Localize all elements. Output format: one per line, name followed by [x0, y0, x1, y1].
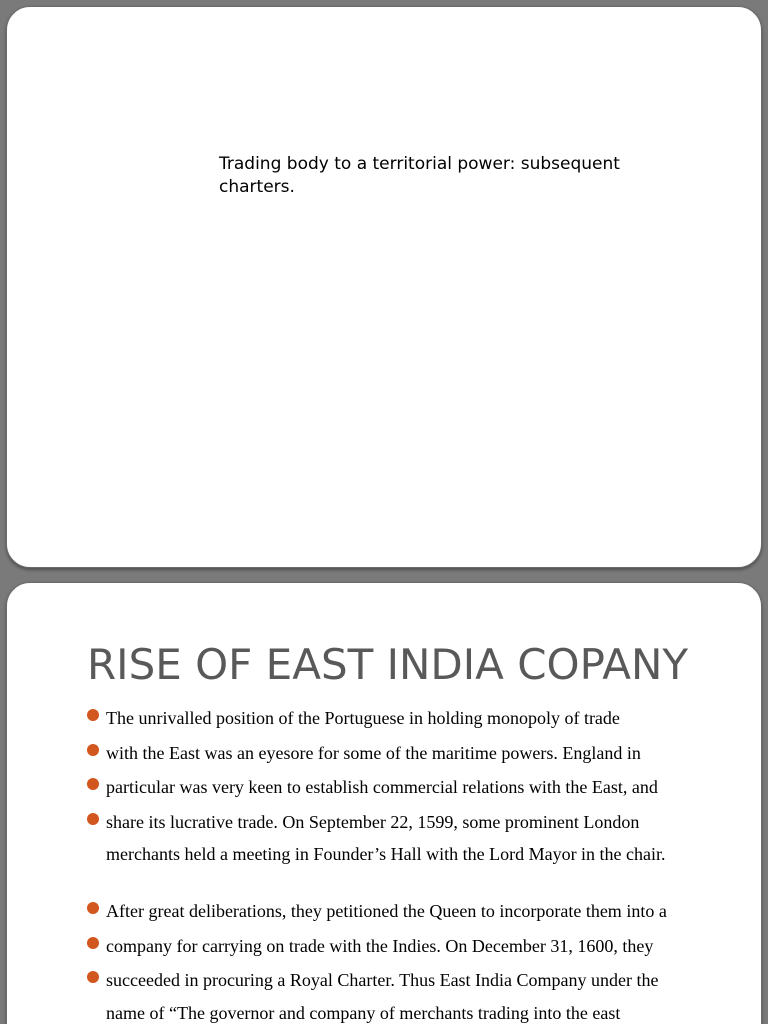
bullet-text: share its lucrative trade. On September 22, 1599, some prominent London: [106, 811, 640, 832]
bullet-dot-icon: [87, 971, 99, 983]
bullet-text: merchants held a meeting in Founder’s Hall with the Lord Mayor in the chair.: [106, 844, 666, 864]
bullet-text: with the East was an eyesore for some of the maritime powers. England in: [106, 742, 641, 763]
bullet-text: name of “The governor and company of merchants trading into the east: [106, 1002, 621, 1023]
bullet-dot-icon: [87, 813, 99, 825]
bullet-item: [87, 739, 737, 774]
paragraph-gap: [87, 872, 737, 897]
bullet-text: After great deliberations, they petitioned the Queen to incorporate them into a: [106, 901, 667, 921]
bullet-item: [87, 897, 737, 932]
slide-1-text-line: charters.: [219, 177, 295, 197]
bullet-dot-icon: [87, 709, 99, 721]
slide-1: [6, 6, 762, 568]
bullet-continuation: [87, 842, 737, 872]
bullet-dot-icon: [87, 778, 99, 790]
slide-2: [6, 582, 762, 1024]
slide-2-title: RISE OF EAST INDIA COPANY: [87, 640, 689, 689]
bullet-item: [87, 704, 737, 739]
bullet-item: [87, 932, 737, 967]
slide-1-text-line: Trading body to a territorial power: subsequent: [219, 154, 620, 174]
slide-1-body-text: [219, 153, 699, 199]
bullet-dot-icon: [87, 937, 99, 949]
slide-2-bullet-list: [87, 704, 737, 1024]
bullet-item: [87, 966, 737, 1001]
bullet-text: The unrivalled position of the Portuguese in holding monopoly of trade: [106, 708, 620, 728]
bullet-dot-icon: [87, 902, 99, 914]
bullet-item: [87, 773, 737, 808]
bullet-text: succeeded in procuring a Royal Charter. Thus East India Company under the: [106, 970, 659, 990]
bullet-continuation: [87, 1001, 737, 1024]
bullet-item: [87, 808, 737, 843]
bullet-text: particular was very keen to establish commercial relations with the East, and: [106, 777, 658, 797]
bullet-text: company for carrying on trade with the Indies. On December 31, 1600, they: [106, 935, 654, 956]
bullet-dot-icon: [87, 744, 99, 756]
